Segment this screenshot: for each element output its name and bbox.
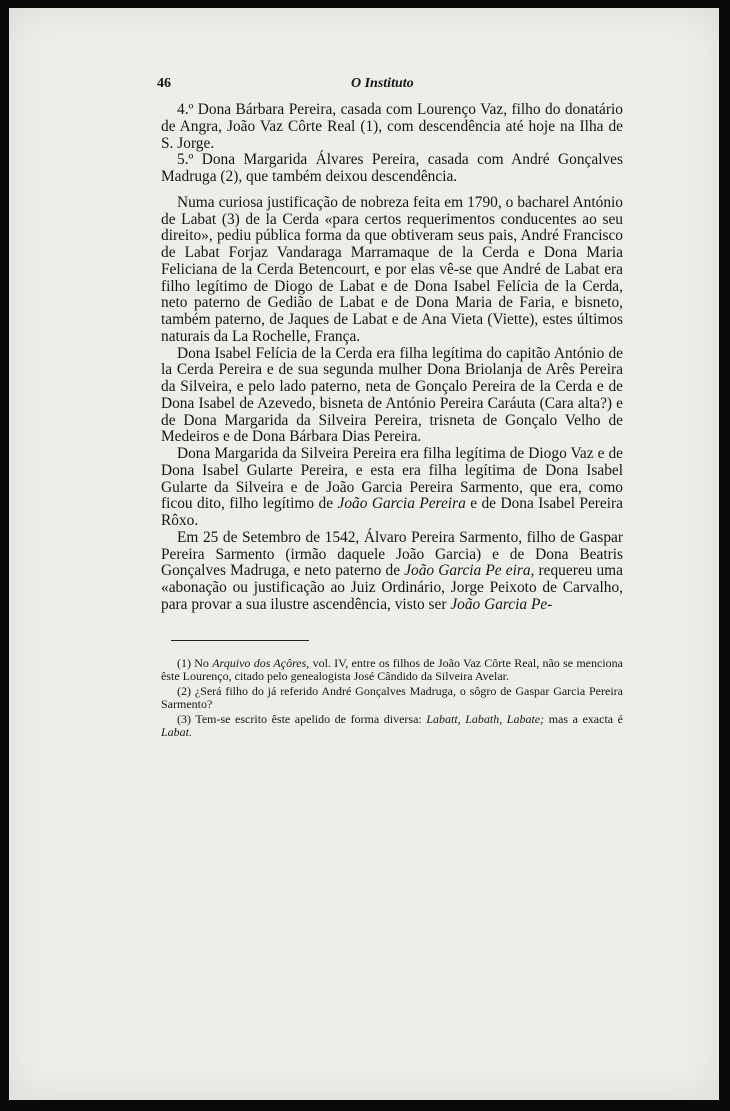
paragraph-1542-text: Em 25 de Setembro de 1542, Álvaro Pereira Sarmento, filho de Gaspar Pereira Sarmento (irmão daquele João Garcia) e de Dona Beatris Gonçalves Madruga, e neto paterno de <box>161 528 623 580</box>
footnote-1-title: Arquivo dos Açôres, <box>212 655 310 670</box>
list-item-5: 5.º Dona Margarida Álvares Pereira, casada com André Gonçalves Madruga (2), que também deixou descendência. <box>161 151 623 185</box>
paragraph-justificacao: Numa curiosa justificação de nobreza feita em 1790, o bacharel António de Labat (3) de la Cerda «para certos requerimentos conducentes ao seu direito», pediu pública forma da que obtiveram seus pais, André Francisco de Labat Forjaz Vandaraga Marramaque de la Cerda e Dona Maria Feliciana de la Cerda Betencourt, e por elas vê-se que André de Labat era filho legítimo de Diogo de Labat e de Dona Isabel Felícia de la Cerda, neto paterno de Gedião de Labat e de Dona Maria de Faria, e bisneto, também paterno, de Jaques de Labat e de Ana Vieta (Viette), estes últimos naturais da La Rochelle, França. <box>161 193 623 345</box>
paragraph-1542 <box>161 530 623 614</box>
footnote-3-text: (3) Tem-se escrito êste apelido de forma diversa: <box>177 711 427 726</box>
running-title: O Instituto <box>351 76 414 91</box>
footnote-3-middle: mas a exacta é <box>544 711 623 726</box>
footnote-1 <box>161 657 623 684</box>
name-joao-garcia-pereira: João Garcia Pereira <box>337 495 466 513</box>
book-page <box>9 8 719 1100</box>
list-item-4: 4.º Dona Bárbara Pereira, casada com Lourenço Vaz, filho do donatário de Angra, João Vaz Côrte Real (1), com descendência até hoje na Ilha de S. Jorge. <box>161 101 623 152</box>
paragraph-1542-middle: requereu uma «abonação ou justificação ao Juiz Ordinário, Jorge Peixoto de Carvalho, para provar a sua ilustre ascendência, visto ser <box>161 562 623 613</box>
name-joao-garcia-pe: João Garcia Pe- <box>450 595 553 613</box>
footnote-3-labat: Labat. <box>161 725 193 740</box>
page-number: 46 <box>157 76 171 91</box>
paragraph-isabel-felicia: Dona Isabel Felícia de la Cerda era filha legítima do capitão António de la Cerda Pereira e de sua segunda mulher Dona Briolanja de Arês Pereira da Silveira, e pelo lado paterno, neta de Gonçalo Pereira de la Cerda e de Dona Isabel de Azevedo, bisneta de António Pereira Caráuta (Cara alta?) e de Dona Margarida da Silveira Pereira, trisneta de Gonçalo Velho de Medeiros e de Dona Bárbara Dias Pereira. <box>161 344 623 446</box>
paragraph-margarida-text: Dona Margarida da Silveira Pereira era filha legítima de Diogo Vaz e de Dona Isabel Gularte Pereira, e esta era filha legítima de Dona Isabel Gularte da Silveira e de João Garcia Pereira Sarmento, que era, como ficou dito, filho legítimo de <box>161 445 623 513</box>
footnote-3-variants: Labatt, Labath, Labate; <box>426 711 545 726</box>
paragraph-margarida-end: e de Dona Isabel Pereira Rôxo. <box>161 495 623 529</box>
running-header <box>157 76 623 102</box>
footnote-1-text: vol. IV, entre os filhos de João Vaz Côrte Real, não se menciona êste Lourenço, citado pelo genealogista José Cândido da Silveira Avelar. <box>161 655 623 684</box>
footnote-1-marker: (1) No <box>177 655 213 670</box>
footnote-divider <box>171 640 309 641</box>
footnote-2 <box>161 685 623 712</box>
page-text <box>157 76 623 741</box>
name-joao-garcia-peeira: João Garcia Pe eira, <box>404 562 535 580</box>
paragraph-margarida <box>161 446 623 530</box>
footnote-3 <box>161 713 623 740</box>
footnote-2-text: (2) ¿Será filho do já referido André Gonçalves Madruga, o sôgro de Gaspar Garcia Pereira Sarmento? <box>161 683 623 712</box>
